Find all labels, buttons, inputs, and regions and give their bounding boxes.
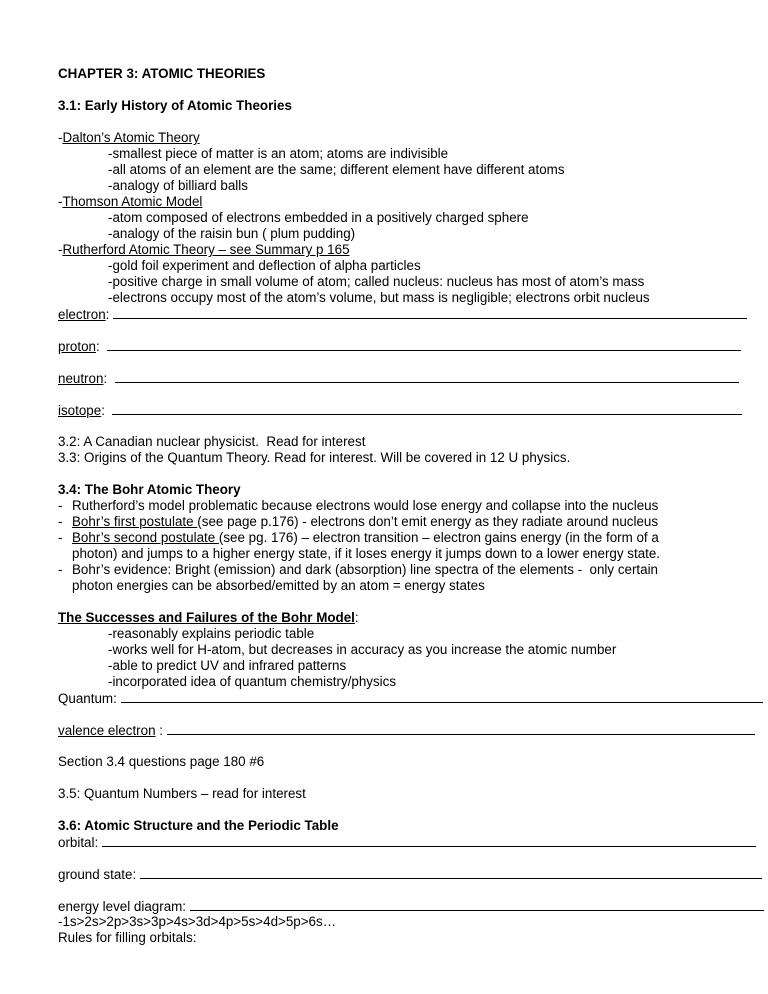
thomson-point: -analogy of the raisin bun ( plum pudding)	[108, 226, 356, 241]
rutherford-point: -electrons occupy most of the atom’s volume, but mass is negligible; electrons orbit nucleus	[108, 290, 650, 305]
thomson-point: -atom composed of electrons embedded in a positively charged sphere	[108, 210, 529, 225]
bohr-model-point: -reasonably explains periodic table	[108, 626, 315, 641]
filling-rules-label: Rules for filling orbitals:	[58, 930, 197, 945]
bohr-model-point: -works well for H-atom, but decreases in accuracy as you increase the atomic number	[108, 642, 617, 657]
bohr-model-point: -able to predict UV and infrared patterns	[108, 658, 347, 673]
section-3-4-heading: 3.4: The Bohr Atomic Theory	[58, 482, 241, 497]
bohr-bullet-continuation: photon) and jumps to a higher energy state, if it loses energy it jumps down to a lower energy state.	[72, 546, 661, 561]
section-3-5-note: 3.5: Quantum Numbers – read for interest	[58, 786, 306, 801]
thomson-model-title: -Thomson Atomic Model	[58, 194, 203, 209]
quantum-definition-line[interactable]: Quantum:	[58, 690, 763, 707]
section-3-2-note: 3.2: A Canadian nuclear physicist. Read for interest	[58, 434, 366, 449]
section-3-4-questions: Section 3.4 questions page 180 #6	[58, 754, 265, 769]
section-3-6-heading: 3.6: Atomic Structure and the Periodic Table	[58, 818, 339, 833]
electron-definition-line[interactable]: electron:	[58, 306, 747, 323]
dalton-point: -smallest piece of matter is an atom; atoms are indivisible	[108, 146, 449, 161]
orbital-filling-sequence: -1s>2s>2p>3s>3p>4s>3d>4p>5s>4d>5p>6s…	[58, 914, 337, 929]
rutherford-theory-title: -Rutherford Atomic Theory – see Summary p 165	[58, 242, 350, 257]
rutherford-point: -positive charge in small volume of atom; called nucleus: nucleus has most of atom’s mass	[108, 274, 645, 289]
bohr-model-heading: The Successes and Failures of the Bohr Model:	[58, 610, 359, 625]
orbital-definition-line[interactable]: orbital:	[58, 834, 756, 851]
dalton-point: -analogy of billiard balls	[108, 178, 248, 193]
section-3-3-note: 3.3: Origins of the Quantum Theory. Read for interest. Will be covered in 12 U physics.	[58, 450, 571, 465]
worksheet-page: CHAPTER 3: ATOMIC THEORIES 3.1: Early History of Atomic Theories -Dalton’s Atomic Theory -smallest piece of matter is an atom; atoms are indivisible -all atoms of an element are the same; different element have different atoms -analogy of billiard balls -Thomson Atomic Model -atom composed of electrons embedded in a positively charged sphere -analogy of the raisin bun ( plum pudding) -Rutherford Atomic Theory – see Summary p 165 -gold foil experiment and deflection of alpha particles -positive charge in small volume of atom; called nucleus: nucleus has most of atom’s mass -electrons occupy most of the atom’s volume, but mass is negligible; electrons orbit nucleus electron: proton: neutron: isotope: 3.2: A Canadian nuclear physicist. Read for interest 3.3: Origins of the Quantum Theory. Read for interest. Will be covered in 12 U physics. 3.4: The Bohr Atomic Theory - Rutherford’s model problematic because electrons would lose energy and collapse into the nucleus - Bohr’s first postulate (see page p.176) - electrons don’t emit energy as they radiate around nucleus - Bohr’s second postulate (see pg. 176) – electron transition – electron gains energy (in the form of a photon) and jumps to a higher energy state, if it loses energy it jumps down to a lower energy state. - Bohr’s evidence: Bright (emission) and dark (absorption) line spectra of the elements - only certain photon energies can be absorbed/emitted by an atom = energy states The Successes and Failures of the Bohr Model: -reasonably explains periodic table -works well for H-atom, but decreases in accuracy as you increase the atomic number -able to predict UV and infrared patterns -incorporated idea of quantum chemistry/physics Quantum: valence electron : Section 3.4 questions page 180 #6 3.5: Quantum Numbers – read for interest 3.6: Atomic Structure and the Periodic Table orbital: ground state: energy level diagram: -1s>2s>2p>3s>3p>4s>3d>4p>5s>4d>5p>6s… Rules for filling orbitals:	[0, 0, 768, 994]
rutherford-point: -gold foil experiment and deflection of alpha particles	[108, 258, 421, 273]
dalton-point: -all atoms of an element are the same; different element have different atoms	[108, 162, 565, 177]
neutron-definition-line[interactable]: neutron:	[58, 370, 739, 387]
energy-level-diagram-line[interactable]: energy level diagram:	[58, 898, 764, 915]
ground-state-definition-line[interactable]: ground state:	[58, 866, 762, 883]
valence-electron-definition-line[interactable]: valence electron :	[58, 722, 755, 739]
proton-definition-line[interactable]: proton:	[58, 338, 741, 355]
isotope-definition-line[interactable]: isotope:	[58, 402, 742, 419]
bohr-bullet-continuation: photon energies can be absorbed/emitted by an atom = energy states	[72, 578, 485, 593]
bohr-model-point: -incorporated idea of quantum chemistry/physics	[108, 674, 397, 689]
dalton-theory-title: -Dalton’s Atomic Theory	[58, 130, 200, 145]
section-3-1-heading: 3.1: Early History of Atomic Theories	[58, 98, 292, 113]
chapter-title: CHAPTER 3: ATOMIC THEORIES	[58, 66, 266, 81]
